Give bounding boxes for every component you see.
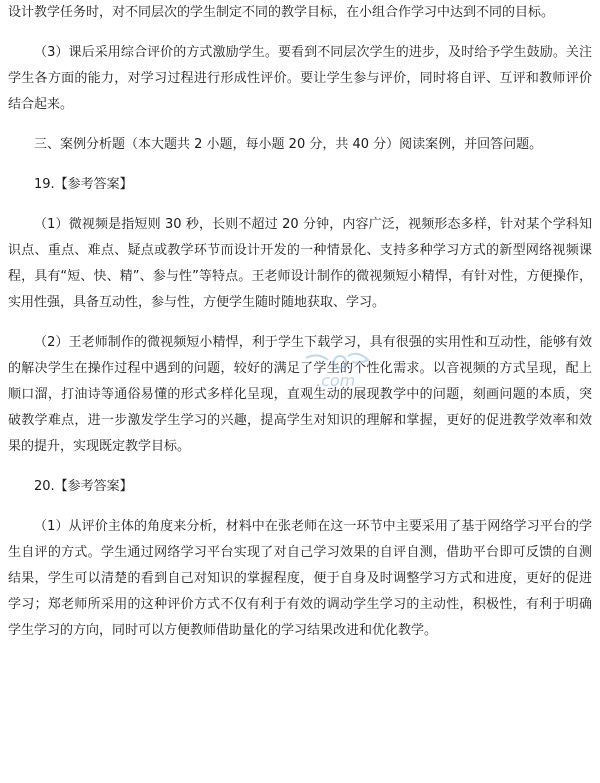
- paragraph-19-1: （1）微视频是指短则 30 秒，长则不超过 20 分钟，内容广泛，视频形态多样，针对某个学科知识点、重点、难点、疑点或教学环节而设计开发的一种情景化、支持多种学习方式的新型网络视频课程，具有“短、快、精”、参与性”等特点。王老师设计制作的微视频短小精悍，有针对性，方便操作，实用性强，具备互动性，参与性，方便学生随时随地获取、学习。: [8, 217, 592, 310]
- watermark-text: .com: [316, 371, 356, 390]
- answer-heading-20: 20.【参考答案】: [34, 479, 133, 494]
- answer-heading-19: 19.【参考答案】: [34, 177, 133, 192]
- paragraph-19-2: （2）王老师制作的微视频短小精悍，利于学生下载学习，具有很强的实用性和互动性，能够有效的解决学生在操作过程中遇到的问题，较好的满足了学生的个性化需求。以音视频的方式呈现，配上顺口溜，打油诗等通俗易懂的形式多样化呈现，直观生动的展现教学中的问题，刻画问题的本质，突破教学难点，进一步激发学生学习的兴趣，提高学生对知识的理解和掌握，更好的促进教学效率和效果的提升，实现既定教学目标。: [8, 335, 592, 454]
- paragraph-gap: [8, 118, 592, 132]
- paragraph-0: 设计教学任务时，对不同层次的学生制定不同的教学目标，在小组合作学习中达到不同的目标。: [8, 5, 555, 20]
- paragraph-gap: [8, 460, 592, 474]
- paragraph-1: （3）课后采用综合评价的方式激励学生。要看到不同层次学生的进步，及时给予学生鼓励。关注学生各方面的能力，对学习过程进行形成性评价。要让学生参与评价，同时将自评、互评和教师评价结合起来。: [8, 45, 592, 112]
- paragraph-gap: [8, 316, 592, 330]
- paragraph-20-1: （1）从评价主体的角度来分析，材料中在张老师在这一环节中主要采用了基于网络学习平台的学生自评的方式。学生通过网络学习平台实现了对自己学习效果的自评自测，借助平台即可反馈的自测结果，学生可以清楚的看到自己对知识的掌握程度，便于自身及时调整学习方式和进度，更好的促进学习；郑老师所采用的这种评价方式不仅有利于有效的调动学生学习的主动性，积极性，有利于明确学生学习的方向，同时可以方便教师借助量化的学习结果改进和优化教学。: [8, 519, 592, 638]
- section-heading-case-analysis: 三、案例分析题（本大题共 2 小题，每小题 20 分，共 40 分）阅读案例，并回答问题。: [34, 137, 543, 152]
- paragraph-gap: [8, 198, 592, 212]
- document-page: [8, 0, 592, 644]
- paragraph-gap: [8, 158, 592, 172]
- paragraph-gap: [8, 26, 592, 40]
- site-logo-watermark-icon: [298, 350, 388, 394]
- paragraph-gap: [8, 500, 592, 514]
